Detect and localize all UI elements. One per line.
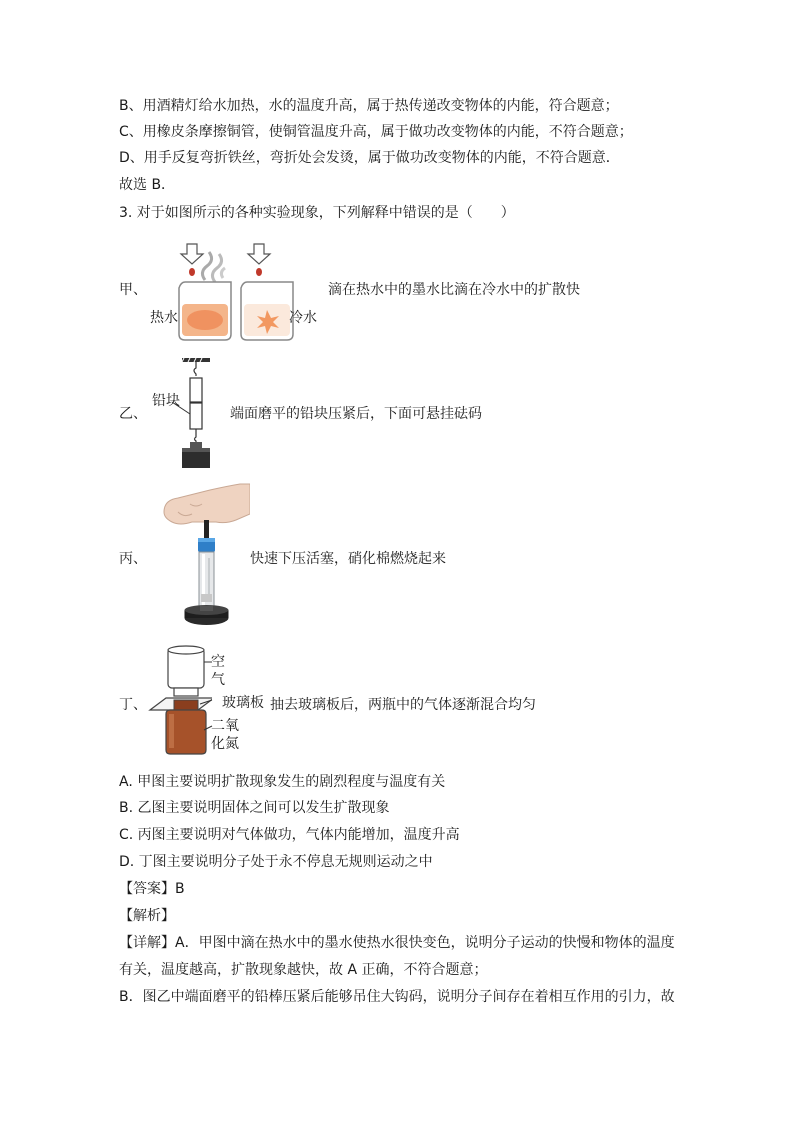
lead-block-leader-line	[172, 400, 192, 416]
label-air-1: 空	[211, 654, 225, 670]
figure-jia-caption: 滴在热水中的墨水比滴在冷水中的扩散快	[328, 282, 580, 298]
option-c: C. 丙图主要说明对气体做功，气体内能增加，温度升高	[119, 827, 460, 843]
figure-jia-prefix: 甲、	[119, 282, 147, 298]
analysis-title: 【解析】	[119, 908, 175, 924]
label-air-2: 气	[211, 672, 225, 688]
figure-bing-caption: 快速下压活塞，硝化棉燃烧起来	[250, 551, 446, 567]
figure-yi-caption: 端面磨平的铅块压紧后，下面可悬挂砝码	[230, 406, 482, 422]
label-hot-water: 热水	[150, 310, 178, 326]
option-a: A. 甲图主要说明扩散现象发生的剧烈程度与温度有关	[119, 774, 446, 790]
option-d: D. 丁图主要说明分子处于永不停息无规则运动之中	[119, 854, 433, 870]
label-no2-1: 二氧	[211, 718, 239, 734]
intro-line-answer: 故选 B．	[119, 177, 176, 193]
intro-line-c: C、用橡皮条摩擦铜管，使铜管温度升高，属于做功改变物体的内能，不符合题意；	[119, 124, 633, 140]
label-cold-water: 冷水	[289, 310, 317, 326]
figure-yi-prefix: 乙、	[119, 406, 147, 422]
label-glass-plate: 玻璃板	[222, 695, 264, 711]
analysis-line-3: B．图乙中端面磨平的铅棒压紧后能够吊住大钩码，说明分子间存在着相互作用的引力，故	[119, 989, 675, 1005]
piston-compression-illustration	[160, 482, 250, 634]
question-text: 3. 对于如图所示的各种实验现象，下列解释中错误的是（ ）	[119, 205, 515, 221]
analysis-line-1: 【详解】A．甲图中滴在热水中的墨水使热水很快变色，说明分子运动的快慢和物体的温度	[119, 935, 675, 951]
analysis-line-2: 有关，温度越高，扩散现象越快，故 A 正确，不符合题意；	[119, 962, 488, 978]
diffusion-beakers-illustration	[175, 240, 325, 346]
figure-bing-prefix: 丙、	[119, 551, 147, 567]
figure-ding-prefix: 丁、	[119, 697, 147, 713]
ding-leader-lines	[198, 650, 214, 750]
figure-ding-caption: 抽去玻璃板后，两瓶中的气体逐渐混合均匀	[270, 697, 536, 713]
answer-text: 【答案】B	[119, 881, 185, 897]
intro-line-d: D、用手反复弯折铁丝，弯折处会发烫，属于做功改变物体的内能，不符合题意．	[119, 150, 620, 166]
intro-line-b: B、用酒精灯给水加热，水的温度升高，属于热传递改变物体的内能，符合题意；	[119, 98, 619, 114]
label-lead-block: 铅块	[152, 393, 180, 409]
option-b: B. 乙图主要说明固体之间可以发生扩散现象	[119, 800, 390, 816]
label-no2-2: 化氮	[211, 736, 239, 752]
